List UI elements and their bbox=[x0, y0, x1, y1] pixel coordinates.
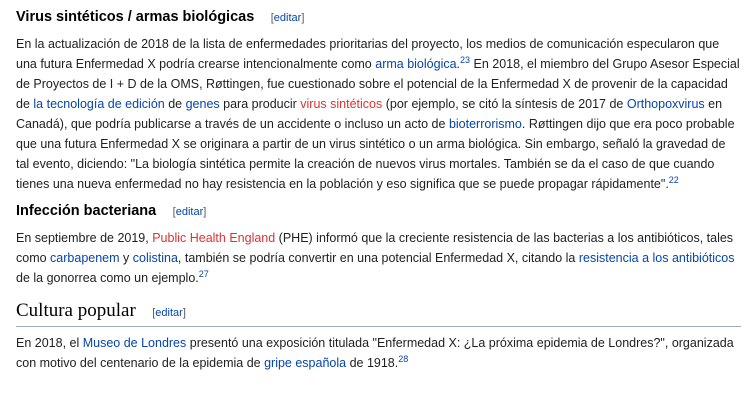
section-title: Infección bacteriana bbox=[16, 203, 157, 219]
edit-section-link bbox=[271, 12, 305, 24]
text: . Røttingen dijo que era poco probable que una futura Enfermedad X se originara a partir de un virus sintético o un arma biológica. Sin embargo, señaló la gravedad de tal evento, diciendo: "La biología sintética permite la creación de nuevos virus mortales. También se da el caso de que cuando tienes una nueva enfermedad no hay resistencia en la población y eso significa que se puede propagar rápidamente". bbox=[16, 117, 735, 191]
bracket-close: ] bbox=[182, 307, 186, 319]
link-orthopoxvirus[interactable]: Orthopoxvirus bbox=[626, 97, 705, 111]
edit-link[interactable]: editar bbox=[273, 12, 302, 24]
bracket-open: [ bbox=[172, 206, 176, 218]
text: en Canadá), que podría publicarse a través de un accidente o incluso un acto de bbox=[16, 97, 723, 131]
section-heading-popular-culture bbox=[16, 298, 741, 327]
text: para producir bbox=[219, 97, 301, 111]
link-carbapenem[interactable]: carbapenem bbox=[50, 251, 120, 265]
reference-27[interactable]: 27 bbox=[198, 268, 209, 279]
text: de bbox=[164, 97, 186, 111]
text: En 2018, el bbox=[16, 336, 83, 350]
text: En la actualización de 2018 de la lista de enfermedades prioritarias del proyecto, los medios de comunicación especularon que una futura Enfermedad X podría crearse intencionalmente como bbox=[16, 37, 720, 71]
text: presentó una exposición titulada "Enfermedad X: ¿La próxima epidemia de Londres?", organizada con motivo del centenario de la epidemia de bbox=[16, 336, 734, 370]
reference-23[interactable]: 23 bbox=[460, 54, 471, 65]
bracket-open: [ bbox=[152, 307, 156, 319]
link-public-health-england[interactable]: Public Health England bbox=[152, 231, 276, 245]
link-virus-sinteticos[interactable]: virus sintéticos bbox=[300, 97, 383, 111]
section-heading-synthetic-viruses bbox=[16, 6, 741, 28]
paragraph-synthetic-viruses: En la actualización de 2018 de la lista de enfermedades prioritarias del proyecto, los medios de comunicación especularon que una futura Enfermedad X podría crearse intencionalmente como arma biológica.$^{23}$ En 2018, el miembro del Grupo Asesor Especial de Proyectos de I + D de la OMS, Røttingen, fue cuestionado sobre el potencial de la Enfermedad X de provenir de la capacidad de la tecnología de edición de genes para producir virus sintéticos (por ejemplo, se citó la síntesis de 2017 de Orthopoxvirus en Canadá), que podría publicarse a través de un accidente o incluso un acto de bioterrorismo. Røttingen dijo que era poco probable que una futura Enfermedad X se originara a partir de un virus sintético o un arma biológica. Sin embargo, señaló la gravedad de tal evento, diciendo: "La biología sintética permite la creación de nuevos virus mortales. También se da el caso de que cuando tienes una nueva enfermedad no hay resistencia en la población y eso significa que se puede propagar rápidamente".$^{22}$ bbox=[16, 37, 740, 191]
text: En septiembre de 2019, bbox=[16, 231, 153, 245]
section-heading-bacterial-infection bbox=[16, 200, 741, 222]
paragraph-popular-culture bbox=[16, 333, 741, 373]
text: (por ejemplo, se citó la síntesis de 2017 de bbox=[382, 97, 627, 111]
text: de la gonorrea como un ejemplo. bbox=[16, 271, 199, 285]
edit-link[interactable]: editar bbox=[175, 206, 204, 218]
text: En 2018, el miembro del Grupo Asesor Especial de Proyectos de I + D de la OMS, Røttingen, fue cuestionado sobre el potencial de la Enfermedad X de provenir de la capacidad de bbox=[16, 57, 740, 111]
link-tecnologia-edicion[interactable]: la tecnología de edición bbox=[33, 97, 165, 111]
edit-section-link bbox=[173, 206, 207, 218]
bracket-close: ] bbox=[301, 12, 305, 24]
link-resistencia-antibioticos[interactable]: resistencia a los antibióticos bbox=[578, 251, 735, 265]
link-gripe-espanola[interactable]: gripe española bbox=[264, 356, 347, 370]
paragraph-bacterial-infection bbox=[16, 228, 741, 288]
link-genes[interactable]: genes bbox=[185, 97, 220, 111]
reference-22[interactable]: 22 bbox=[668, 174, 679, 185]
text: de 1918. bbox=[346, 356, 399, 370]
bracket-open: [ bbox=[270, 12, 274, 24]
edit-link[interactable]: editar bbox=[155, 307, 183, 319]
edit-section-link bbox=[152, 307, 186, 319]
link-colistina[interactable]: colistina bbox=[132, 251, 178, 265]
article-content bbox=[0, 6, 753, 373]
text: , también se podría convertir en una potencial Enfermedad X, citando la bbox=[177, 251, 579, 265]
text: (PHE) informó que la creciente resistencia de las bacterias a los antibióticos, tales como bbox=[16, 231, 734, 265]
link-museo-de-londres[interactable]: Museo de Londres bbox=[82, 336, 187, 350]
reference-28[interactable]: 28 bbox=[398, 353, 409, 364]
link-arma-biologica[interactable]: arma biológica bbox=[375, 57, 457, 71]
text: y bbox=[119, 251, 133, 265]
bracket-close: ] bbox=[203, 206, 207, 218]
link-bioterrorismo[interactable]: bioterrorismo bbox=[448, 117, 522, 131]
section-title: Virus sintéticos / armas biológicas bbox=[16, 9, 255, 25]
section-title: Cultura popular bbox=[16, 300, 136, 321]
